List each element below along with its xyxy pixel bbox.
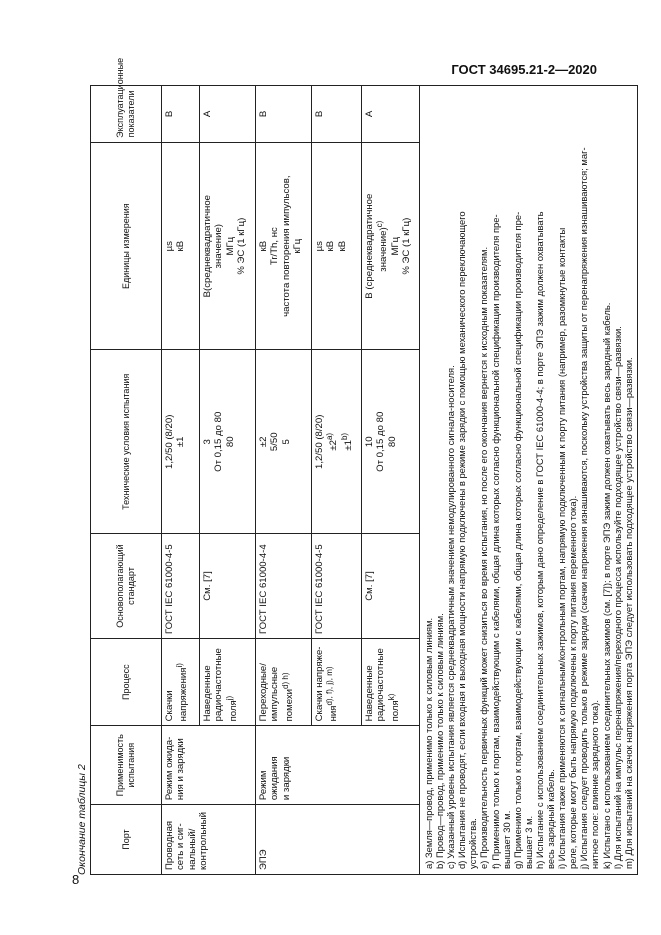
cell-line: импульсные: [269, 666, 281, 722]
cell-process: [162, 638, 200, 725]
cell-line: кВ: [325, 240, 337, 252]
col-header-conditions: Технические условия испытания: [91, 350, 162, 534]
footnote: нитное поле: влияние зарядного тока).: [589, 700, 601, 869]
cell-line: ±2: [258, 436, 269, 448]
cell-line: ния и зарядки: [175, 738, 187, 801]
cell-line: контрольный: [197, 812, 209, 870]
table-header-row: [91, 86, 162, 875]
footnote-ref: a): [325, 432, 335, 441]
col-header-standard: Основополагающий стандарт: [91, 534, 162, 639]
cell-conditions: [200, 350, 256, 534]
cell-line: От 0,15 до 80: [213, 411, 225, 472]
footnote: m) Для испытаний на скачок напряжения порта ЭПЭ следует использовать подходящее устройство связи—развязки.: [622, 357, 634, 869]
page-number: 8: [72, 872, 80, 887]
footnote-ref: d), f), j), m): [325, 666, 335, 706]
cell-line: Режим ожидания: [258, 756, 281, 801]
footnote: b) Провод—провод, применимо только к силовым линиям.: [434, 613, 446, 869]
cell-line: 5/50: [269, 432, 281, 452]
table-caption: Окончание таблицы 2: [76, 764, 88, 875]
cell-line: 1,2/50 (8/20): [164, 414, 175, 469]
footnote: реле, которые могут быть напрямую подключены к порту питания переменного тока).: [567, 495, 579, 869]
cell-standard: См. [7]: [200, 534, 256, 639]
cell-performance: A: [200, 86, 256, 143]
footnote-ref: j): [224, 695, 234, 701]
cell-port: ЭПЭ: [256, 805, 420, 875]
col-header-port: Порт: [91, 805, 162, 875]
table-row: [256, 86, 312, 875]
cell-line: Проводная: [164, 820, 175, 870]
cell-process: [312, 638, 362, 725]
col-header-process: Процесс: [91, 638, 162, 725]
footnote-ref: b): [339, 432, 349, 441]
footnote: вышает 3 м.: [522, 815, 534, 869]
cell-port: [162, 805, 256, 875]
cell-line: поля: [227, 700, 239, 722]
cell-line: Скачки напряже-: [314, 646, 325, 722]
cell-line: Переходные/: [258, 663, 269, 722]
cell-line: 5: [280, 439, 292, 445]
standards-table: [90, 57, 420, 875]
footnote: e) Производительность первичных функций может снизиться во время испытания, но после его окончания вернется к исходным показателям.: [478, 246, 490, 869]
document-header: ГОСТ 34695.21-2—2020: [451, 62, 597, 77]
cell-standard: ГОСТ IEC 61000-4-5: [312, 534, 362, 639]
cell-line: кВ: [336, 240, 348, 252]
cell-line: поля: [389, 700, 401, 722]
cell-line: ±2: [328, 440, 340, 451]
cell-performance: B: [312, 86, 362, 143]
cell-line: % ЭС (1 кГц): [401, 217, 413, 275]
footnote-ref: c): [375, 220, 385, 228]
footnote-ref: i): [175, 663, 185, 668]
cell-line: 80: [224, 436, 236, 448]
cell-standard: ГОСТ IEC 61000-4-5: [162, 534, 200, 639]
cell-line: ±1: [343, 440, 354, 451]
cell-applicability: [256, 726, 420, 805]
cell-conditions: [256, 350, 312, 534]
cell-line: радиочастотные: [375, 648, 387, 722]
cell-line: % ЭС (1 кГц): [235, 217, 247, 275]
cell-process: [200, 638, 256, 725]
cell-line: значение): [213, 224, 225, 269]
cell-line: кВ: [258, 240, 269, 252]
col-header-units: Единицы измерения: [91, 142, 162, 350]
cell-line: 1,2/50 (8/20): [314, 414, 325, 469]
cell-applicability: [162, 726, 256, 805]
cell-units: [200, 142, 256, 350]
cell-conditions: [162, 350, 200, 534]
cell-line: 10: [364, 436, 375, 448]
cell-line: кГц: [291, 238, 303, 254]
cell-line: сеть и сиг-: [175, 823, 187, 870]
cell-line: нальный/: [186, 828, 198, 870]
cell-line: 80: [386, 436, 398, 448]
cell-units: [162, 142, 200, 350]
cell-performance: B: [256, 86, 312, 143]
footnote: c) Указанный уровень испытания является среднеквадратичным значением немодулированного сигнала-носителя.: [445, 365, 457, 869]
cell-line: Скачки: [164, 690, 175, 722]
footnote: d) Испытания не проводят, если входная и выходная мощности напрямую подключены в режиме зарядки с помощью механического переключающего: [456, 211, 468, 869]
footnote: вышает 30 м.: [500, 810, 512, 869]
cell-performance: A: [362, 86, 420, 143]
cell-line: 3: [202, 439, 213, 445]
cell-line: помехи: [283, 688, 295, 722]
cell-line: Режим ожида-: [164, 736, 175, 801]
cell-line: значение): [378, 227, 390, 272]
footnote: a) Земля—провод, применимо только к силовым линиям.: [423, 617, 434, 869]
footnote-ref: k): [386, 693, 396, 701]
footnote: i) Испытания также применяются к сигнальным/контрольным портам, напрямую подключенным к порту питания (например, разомкнутые контакты: [556, 227, 568, 869]
footnote: h) Испытание с использованием соединительных зажимов, которым дано определение в ГОСТ IEC 61000-4-4; в порте ЭПЭ зажим должен охватывать: [533, 211, 545, 869]
footnote-ref: d) h): [280, 672, 290, 689]
footnote: j) Испытания следует проводить только в режиме зарядки (скачки напряжения изнашиваются, поскольку устройства защиты от перенапряжения изнашиваются; маг-: [578, 147, 590, 869]
cell-line: МГц: [224, 236, 236, 256]
cell-units: [312, 142, 362, 350]
footnote: f) Применимо только к портам, взаимодействующим с кабелями, общая длина которых согласно функциональной спецификации производителя пре-: [489, 214, 501, 869]
cell-units: [362, 142, 420, 350]
footnote: k) Испытано с использованием соединительных зажимов (см. [7]); в порте ЭПЭ зажим должен охватывать весь зарядный кабель.: [600, 302, 612, 869]
cell-line: В(среднеквадратичное: [202, 194, 213, 298]
footnote: устройства.: [467, 818, 479, 869]
cell-performance: B: [162, 86, 200, 143]
cell-line: кВ: [175, 240, 187, 252]
table-row: [162, 86, 200, 875]
cell-conditions: [362, 350, 420, 534]
cell-units: [256, 142, 312, 350]
table-footnotes: [420, 85, 638, 875]
cell-line: Наведенные: [364, 665, 375, 722]
cell-line: Tr/Th, нс: [269, 227, 281, 266]
footnote: l) Для испытаний на импульс перенапряжения/переходного процесса используйте подходящее устройство связи—развязки.: [611, 326, 623, 869]
cell-conditions: [312, 350, 362, 534]
cell-line: ±1: [175, 436, 187, 448]
cell-process: [256, 638, 312, 725]
cell-line: µs: [164, 241, 175, 252]
col-header-applicability: Применимость испытания: [91, 726, 162, 805]
cell-line: частота повторения импульсов,: [280, 175, 292, 317]
cell-line: Наведенные: [202, 665, 213, 722]
cell-line: и зарядки: [280, 756, 292, 801]
cell-line: От 0,15 до 80: [375, 411, 387, 472]
cell-line: В (среднеквадратичное: [364, 193, 375, 299]
cell-line: µs: [314, 241, 325, 252]
cell-process: [362, 638, 420, 725]
footnote: g) Применимо только к портам, взаимодействующим с кабелями, общая длина которых согласно функциональной спецификации производителя пре-: [511, 211, 523, 869]
cell-standard: См. [7]: [362, 534, 420, 639]
footnote: весь зарядный кабель.: [545, 769, 557, 869]
cell-standard: ГОСТ IEC 61000-4-4: [256, 534, 312, 639]
cell-line: ния: [328, 705, 340, 722]
cell-line: радиочастотные: [213, 648, 225, 722]
col-header-performance: Эксплуатационные показатели: [91, 86, 162, 143]
cell-line: МГц: [389, 236, 401, 256]
cell-line: напряжения: [178, 667, 190, 722]
